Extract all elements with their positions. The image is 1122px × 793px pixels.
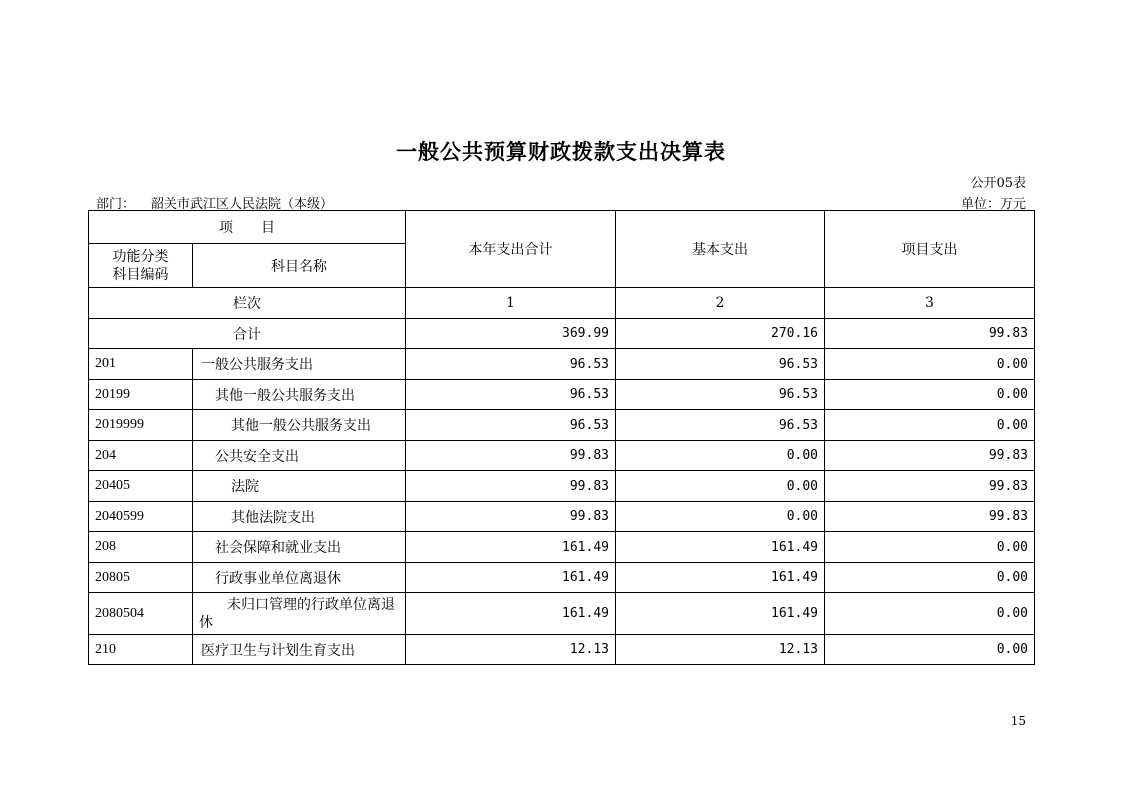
row-project: 99.83 (825, 502, 1035, 532)
row-code: 20199 (89, 380, 193, 410)
row-project: 99.83 (825, 441, 1035, 471)
row-project: 0.00 (825, 635, 1035, 665)
row-project: 0.00 (825, 563, 1035, 593)
column-label: 栏次 (89, 288, 406, 319)
header-subject-name: 科目名称 (193, 244, 406, 288)
row-basic: 161.49 (616, 563, 825, 593)
row-basic: 96.53 (616, 349, 825, 380)
row-project: 99.83 (825, 471, 1035, 502)
row-basic: 96.53 (616, 380, 825, 410)
page-number: 15 (1010, 714, 1026, 728)
table-row (89, 471, 1035, 502)
expenditure-table (88, 210, 1035, 665)
row-name: 一般公共服务支出 (193, 349, 406, 380)
form-number: 公开05表 (970, 176, 1026, 191)
row-basic: 12.13 (616, 635, 825, 665)
row-total: 96.53 (406, 380, 616, 410)
total-basic: 270.16 (616, 319, 825, 349)
row-basic: 96.53 (616, 410, 825, 441)
row-name: 法院 (193, 471, 406, 502)
table-row (89, 502, 1035, 532)
row-code: 2040599 (89, 502, 193, 532)
header-row-1 (89, 211, 1035, 244)
row-code: 210 (89, 635, 193, 665)
row-project: 0.00 (825, 380, 1035, 410)
total-label: 合计 (89, 319, 406, 349)
row-total: 99.83 (406, 441, 616, 471)
row-project: 0.00 (825, 410, 1035, 441)
column-number-row (89, 288, 1035, 319)
unit-label: 单位：万元 (960, 197, 1026, 212)
table-row (89, 593, 1035, 635)
header-basic: 基本支出 (616, 211, 825, 288)
header-func-code (89, 244, 193, 288)
row-project: 0.00 (825, 532, 1035, 563)
row-name: 医疗卫生与计划生育支出 (193, 635, 406, 665)
table-row (89, 380, 1035, 410)
row-basic: 161.49 (616, 532, 825, 563)
row-basic: 161.49 (616, 593, 825, 635)
table-row (89, 349, 1035, 380)
row-code: 2080504 (89, 593, 193, 635)
report-title: 一般公共预算财政拨款支出决算表 (396, 139, 726, 164)
total-project: 99.83 (825, 319, 1035, 349)
row-code: 204 (89, 441, 193, 471)
row-project: 0.00 (825, 593, 1035, 635)
header-func-code-line2: 科目编码 (112, 266, 169, 283)
header-total: 本年支出合计 (406, 211, 616, 288)
row-code: 208 (89, 532, 193, 563)
table-row (89, 410, 1035, 441)
row-name: 未归口管理的行政单位离退休 (193, 593, 406, 635)
header-item: 项 目 (89, 211, 406, 244)
row-total: 96.53 (406, 410, 616, 441)
row-total: 161.49 (406, 563, 616, 593)
row-name: 社会保障和就业支出 (193, 532, 406, 563)
row-code: 2019999 (89, 410, 193, 441)
column-3: 3 (825, 288, 1035, 319)
row-code: 20805 (89, 563, 193, 593)
table-row (89, 563, 1035, 593)
row-name: 其他一般公共服务支出 (193, 380, 406, 410)
total-row (89, 319, 1035, 349)
row-name: 其他一般公共服务支出 (193, 410, 406, 441)
header-project: 项目支出 (825, 211, 1035, 288)
column-2: 2 (616, 288, 825, 319)
row-name: 行政事业单位离退休 (193, 563, 406, 593)
table-row (89, 532, 1035, 563)
department-name: 韶关市武江区人民法院（本级） (151, 197, 334, 212)
row-total: 161.49 (406, 532, 616, 563)
table-row (89, 441, 1035, 471)
row-basic: 0.00 (616, 441, 825, 471)
row-name: 公共安全支出 (193, 441, 406, 471)
department-label: 部门： (96, 197, 136, 212)
row-basic: 0.00 (616, 502, 825, 532)
row-total: 99.83 (406, 502, 616, 532)
row-total: 161.49 (406, 593, 616, 635)
total-amount: 369.99 (406, 319, 616, 349)
row-project: 0.00 (825, 349, 1035, 380)
row-total: 99.83 (406, 471, 616, 502)
row-total: 12.13 (406, 635, 616, 665)
table-row (89, 635, 1035, 665)
row-code: 201 (89, 349, 193, 380)
row-code: 20405 (89, 471, 193, 502)
column-1: 1 (406, 288, 616, 319)
row-total: 96.53 (406, 349, 616, 380)
header-func-code-line1: 功能分类 (112, 248, 169, 265)
row-basic: 0.00 (616, 471, 825, 502)
row-name: 其他法院支出 (193, 502, 406, 532)
